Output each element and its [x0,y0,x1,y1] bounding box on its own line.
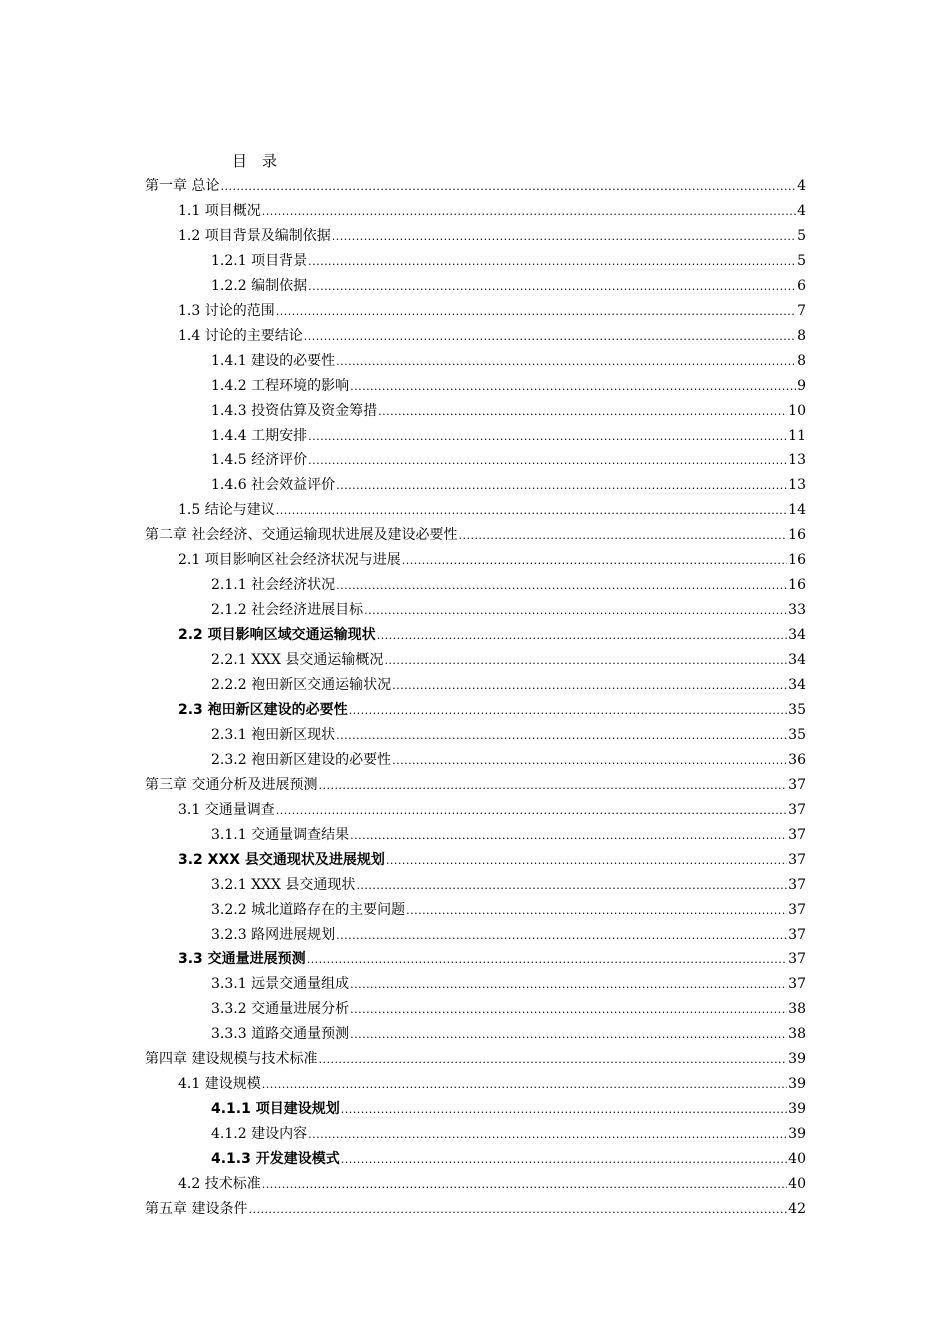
toc-entry-label: 3.3.3 道路交通量预测 [211,1026,350,1043]
toc-entry-page-number: 39 [788,1101,806,1118]
toc-entry-page-number: 10 [788,402,806,419]
toc-leader-dots [350,824,787,848]
toc-leader-dots [276,300,796,324]
toc-entry-label: 2.2 项目影响区域交通运输现状 [178,627,376,644]
toc-entry-page-number: 8 [797,327,806,344]
toc-leader-dots [341,1098,787,1122]
toc-leader-dots [378,400,787,424]
toc-leader-dots [308,250,796,274]
toc-entry-page-number: 37 [788,976,806,993]
toc-entry-label: 4.2 技术标准 [178,1176,261,1192]
toc-entry-label: 1.4.3 投资估算及资金筹措 [211,402,378,419]
toc-entry[interactable] [178,623,806,647]
toc-entry[interactable] [211,274,806,298]
toc-leader-dots [304,325,796,349]
toc-leader-dots [262,1173,787,1197]
toc-entry-page-number: 5 [797,227,806,244]
toc-leader-dots [377,624,787,648]
toc-entry-label: 3.2 XXX 县交通现状及进展规划 [178,851,385,868]
toc-entry-label: 4.1.2 建设内容 [211,1126,308,1143]
toc-entry-label: 2.3 袍田新区建设的必要性 [178,701,348,718]
toc-entry[interactable] [211,424,806,448]
toc-entry-label: 4.1.3 开发建设模式 [211,1151,340,1168]
toc-leader-dots [248,1198,787,1222]
toc-leader-dots [350,375,796,399]
toc-entry-label: 1.4.1 建设的必要性 [211,352,336,369]
toc-leader-dots [356,874,787,898]
toc-leader-dots [349,699,787,723]
toc-entry-label: 1.2 项目背景及编制依据 [178,227,331,244]
toc-entry[interactable] [145,1047,806,1071]
toc-entry[interactable] [211,448,806,472]
toc-entry[interactable] [145,773,806,797]
toc-entry-page-number: 16 [788,552,806,569]
toc-entry[interactable] [145,1197,806,1221]
toc-entry-page-number: 16 [788,527,806,544]
toc-entry-page-number: 37 [788,901,806,918]
toc-leader-dots [364,599,787,623]
toc-entry[interactable] [211,723,806,747]
toc-entry[interactable] [211,748,806,772]
toc-entry[interactable] [211,997,806,1021]
toc-leader-dots [220,175,796,199]
toc-entry-label: 1.2.1 项目背景 [211,252,308,269]
toc-entry-page-number: 37 [788,926,806,943]
toc-entry-page-number: 34 [788,627,806,644]
toc-entry-label: 第二章 社会经济、交通运输现状进展及建设必要性 [145,527,458,544]
toc-entry-label: 1.3 讨论的范围 [178,302,275,319]
toc-entry-page-number: 40 [788,1176,806,1192]
toc-leader-dots [350,1023,787,1047]
toc-entry-page-number: 35 [788,701,806,718]
toc-leader-dots [350,973,787,997]
toc-entry-label: 1.4.2 工程环境的影响 [211,377,350,394]
toc-entry-page-number: 8 [797,352,806,369]
toc-leader-dots [336,924,787,948]
toc-leader-dots [262,1073,787,1097]
toc-entry[interactable] [211,1147,806,1171]
toc-entry[interactable] [211,573,806,597]
toc-entry[interactable] [178,1172,806,1196]
toc-entry-page-number: 35 [788,726,806,743]
toc-entry[interactable] [178,324,806,348]
toc-entry-label: 2.3.1 袍田新区现状 [211,726,336,743]
toc-leader-dots [350,998,787,1022]
toc-leader-dots [318,774,787,798]
toc-entry-label: 1.4.5 经济评价 [211,452,308,469]
toc-entry[interactable] [211,1097,806,1121]
toc-entry-label: 3.1.1 交通量调查结果 [211,826,350,843]
toc-entry-label: 1.2.2 编制依据 [211,277,308,294]
toc-entry[interactable] [178,947,806,971]
toc-entry-label: 1.5 结论与建议 [178,502,275,519]
toc-leader-dots [308,449,787,473]
toc-entry-page-number: 37 [788,876,806,893]
toc-entry-page-number: 37 [788,851,806,868]
toc-entry[interactable] [211,673,806,697]
toc-leader-dots [307,948,787,972]
toc-entry-page-number: 4 [797,202,806,219]
toc-entry-page-number: 6 [797,277,806,294]
toc-entry-label: 2.1.1 社会经济状况 [211,577,336,594]
toc-entry-label: 1.4 讨论的主要结论 [178,327,303,344]
toc-entry-page-number: 33 [788,602,806,619]
toc-entry-label: 3.2.2 城北道路存在的主要问题 [211,901,406,918]
toc-entry-label: 1.1 项目概况 [178,202,261,219]
toc-leader-dots [336,474,787,498]
toc-leader-dots [332,225,796,249]
toc-entry[interactable] [211,399,806,423]
toc-entry-label: 第五章 建设条件 [145,1200,248,1217]
toc-entry-page-number: 16 [788,577,806,594]
toc-entry-label: 4.1 建设规模 [178,1076,261,1093]
toc-leader-dots [384,649,787,673]
toc-leader-dots [262,200,796,224]
toc-entry-label: 2.3.2 袍田新区建设的必要性 [211,751,392,768]
toc-entry[interactable] [178,698,806,722]
toc-entry[interactable] [211,972,806,996]
toc-entry-page-number: 11 [788,427,806,444]
toc-entry[interactable] [211,349,806,373]
toc-entry[interactable] [211,873,806,897]
toc-leader-dots [406,899,787,923]
toc-entry-label: 第三章 交通分析及进展预测 [145,776,318,793]
toc-leader-dots [341,1148,787,1172]
toc-entry[interactable] [211,374,806,398]
toc-entry[interactable] [211,1122,806,1146]
toc-leader-dots [336,574,787,598]
toc-entry[interactable] [178,848,806,872]
toc-entry[interactable] [211,249,806,273]
toc-entry[interactable] [178,498,806,522]
toc-entry-page-number: 39 [788,1126,806,1143]
toc-entry-page-number: 7 [797,302,806,319]
toc-entry-label: 2.1 项目影响区社会经济状况与进展 [178,552,401,569]
toc-entry-page-number: 42 [788,1200,806,1217]
toc-entry-page-number: 39 [788,1076,806,1093]
toc-entry-page-number: 37 [788,826,806,843]
toc-entry-label: 3.3.1 远景交通量组成 [211,976,350,993]
toc-entry-label: 3.3.2 交通量进展分析 [211,1001,350,1018]
toc-entry-page-number: 38 [788,1001,806,1018]
toc-entry-label: 第一章 总论 [145,178,220,194]
toc-entry-label: 3.3 交通量进展预测 [178,951,306,968]
toc-leader-dots [318,1048,787,1072]
toc-entry-page-number: 38 [788,1026,806,1043]
toc-leader-dots [308,425,787,449]
toc-entry[interactable] [211,923,806,947]
toc-entry-page-number: 14 [788,502,806,519]
toc-leader-dots [276,499,787,523]
toc-entry[interactable] [211,473,806,497]
toc-entry-page-number: 34 [788,677,806,693]
toc-entry-label: 2.2.1 XXX 县交通运输概况 [211,652,384,669]
toc-entry-page-number: 37 [788,951,806,968]
toc-entry[interactable] [211,823,806,847]
toc-entry[interactable] [178,548,806,572]
toc-entry-label: 3.2.3 路网进展规划 [211,926,336,943]
toc-leader-dots [386,849,787,873]
toc-entry[interactable] [178,1072,806,1096]
toc-entry[interactable] [178,299,806,323]
toc-entry[interactable] [145,174,806,198]
toc-entry-page-number: 13 [788,477,806,494]
toc-leader-dots [402,549,787,573]
toc-entry-page-number: 34 [788,652,806,669]
toc-leader-dots [308,275,796,299]
toc-entry-label: 第四章 建设规模与技术标准 [145,1051,318,1068]
toc-entry-label: 2.2.2 袍田新区交通运输状况 [211,677,392,693]
toc-leader-dots [392,749,787,773]
toc-leader-dots [308,1123,787,1147]
toc-entry-page-number: 13 [788,452,806,469]
toc-entry-page-number: 36 [788,751,806,768]
toc-entry[interactable] [211,898,806,922]
toc-entry[interactable] [178,224,806,248]
toc-entry-page-number: 40 [788,1151,806,1168]
toc-entry-label: 4.1.1 项目建设规划 [211,1101,340,1118]
toc-entry-label: 3.2.1 XXX 县交通现状 [211,876,356,893]
toc-entry-page-number: 39 [788,1051,806,1068]
toc-entry[interactable] [211,598,806,622]
toc-entry[interactable] [211,1022,806,1046]
toc-entry-label: 1.4.6 社会效益评价 [211,477,336,494]
toc-leader-dots [336,350,796,374]
toc-entry-page-number: 9 [797,377,806,394]
toc-title: 目 录 [232,152,278,170]
toc-leader-dots [336,724,787,748]
toc-entry[interactable] [178,199,806,223]
toc-entry-label: 1.4.4 工期安排 [211,427,308,444]
toc-leader-dots [276,799,787,823]
toc-entry-label: 3.1 交通量调查 [178,801,275,818]
toc-leader-dots [392,674,787,698]
toc-entry[interactable] [145,523,806,547]
toc-entry-page-number: 37 [788,801,806,818]
toc-entry-page-number: 37 [788,776,806,793]
toc-leader-dots [458,524,787,548]
toc-entry[interactable] [178,798,806,822]
toc-entry-page-number: 4 [797,178,806,194]
toc-entry-page-number: 5 [797,252,806,269]
toc-entry-label: 2.1.2 社会经济进展目标 [211,602,364,619]
toc-entry[interactable] [211,648,806,672]
